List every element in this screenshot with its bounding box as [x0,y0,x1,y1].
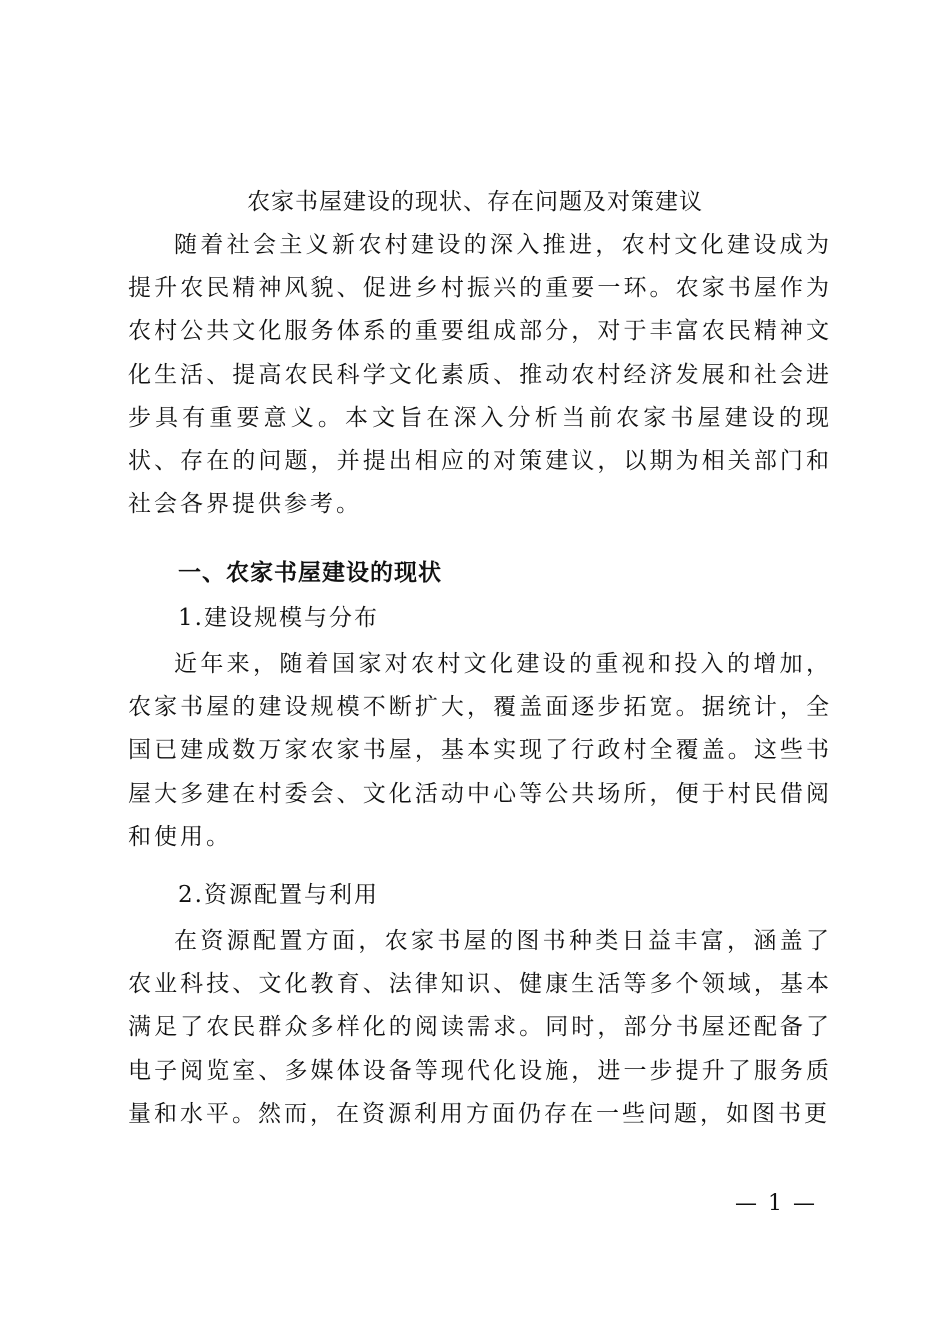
section-heading: 一、农家书屋建设的现状 [178,560,442,586]
subsection-heading-1: 1.建设规模与分布 [178,605,379,631]
subsection-body-2: 在资源配置方面，农家书屋的图书种类日益丰富，涵盖了农业科技、文化教育、法律知识、健康生活等多个领域，基本满足了农民群众多样化的阅读需求。同时，部分书屋还配备了电子阅览室、多媒体设备等现代化设施，进一步提升了服务质量和水平。然而，在资源利用方面仍存在一些问题，如图书更 [128,928,832,1127]
page-number: — 1 — [735,1191,817,1216]
subsection-heading-2: 2.资源配置与利用 [178,882,379,908]
subsection-body-1: 近年来，随着国家对农村文化建设的重视和投入的增加，农家书屋的建设规模不断扩大，覆盖面逐步拓宽。据统计，全国已建成数万家农家书屋，基本实现了行政村全覆盖。这些书屋大多建在村委会、文化活动中心等公共场所，便于村民借阅和使用。 [128,651,832,850]
document-title: 农家书屋建设的现状、存在问题及对策建议 [247,189,703,215]
intro-paragraph: 随着社会主义新农村建设的深入推进，农村文化建设成为提升农民精神风貌、促进乡村振兴的重要一环。农家书屋作为农村公共文化服务体系的重要组成部分，对于丰富农民精神文化生活、提高农民科学文化素质、推动农村经济发展和社会进步具有重要意义。本文旨在深入分析当前农家书屋建设的现状、存在的问题，并提出相应的对策建议，以期为相关部门和社会各界提供参考。 [128,232,832,518]
